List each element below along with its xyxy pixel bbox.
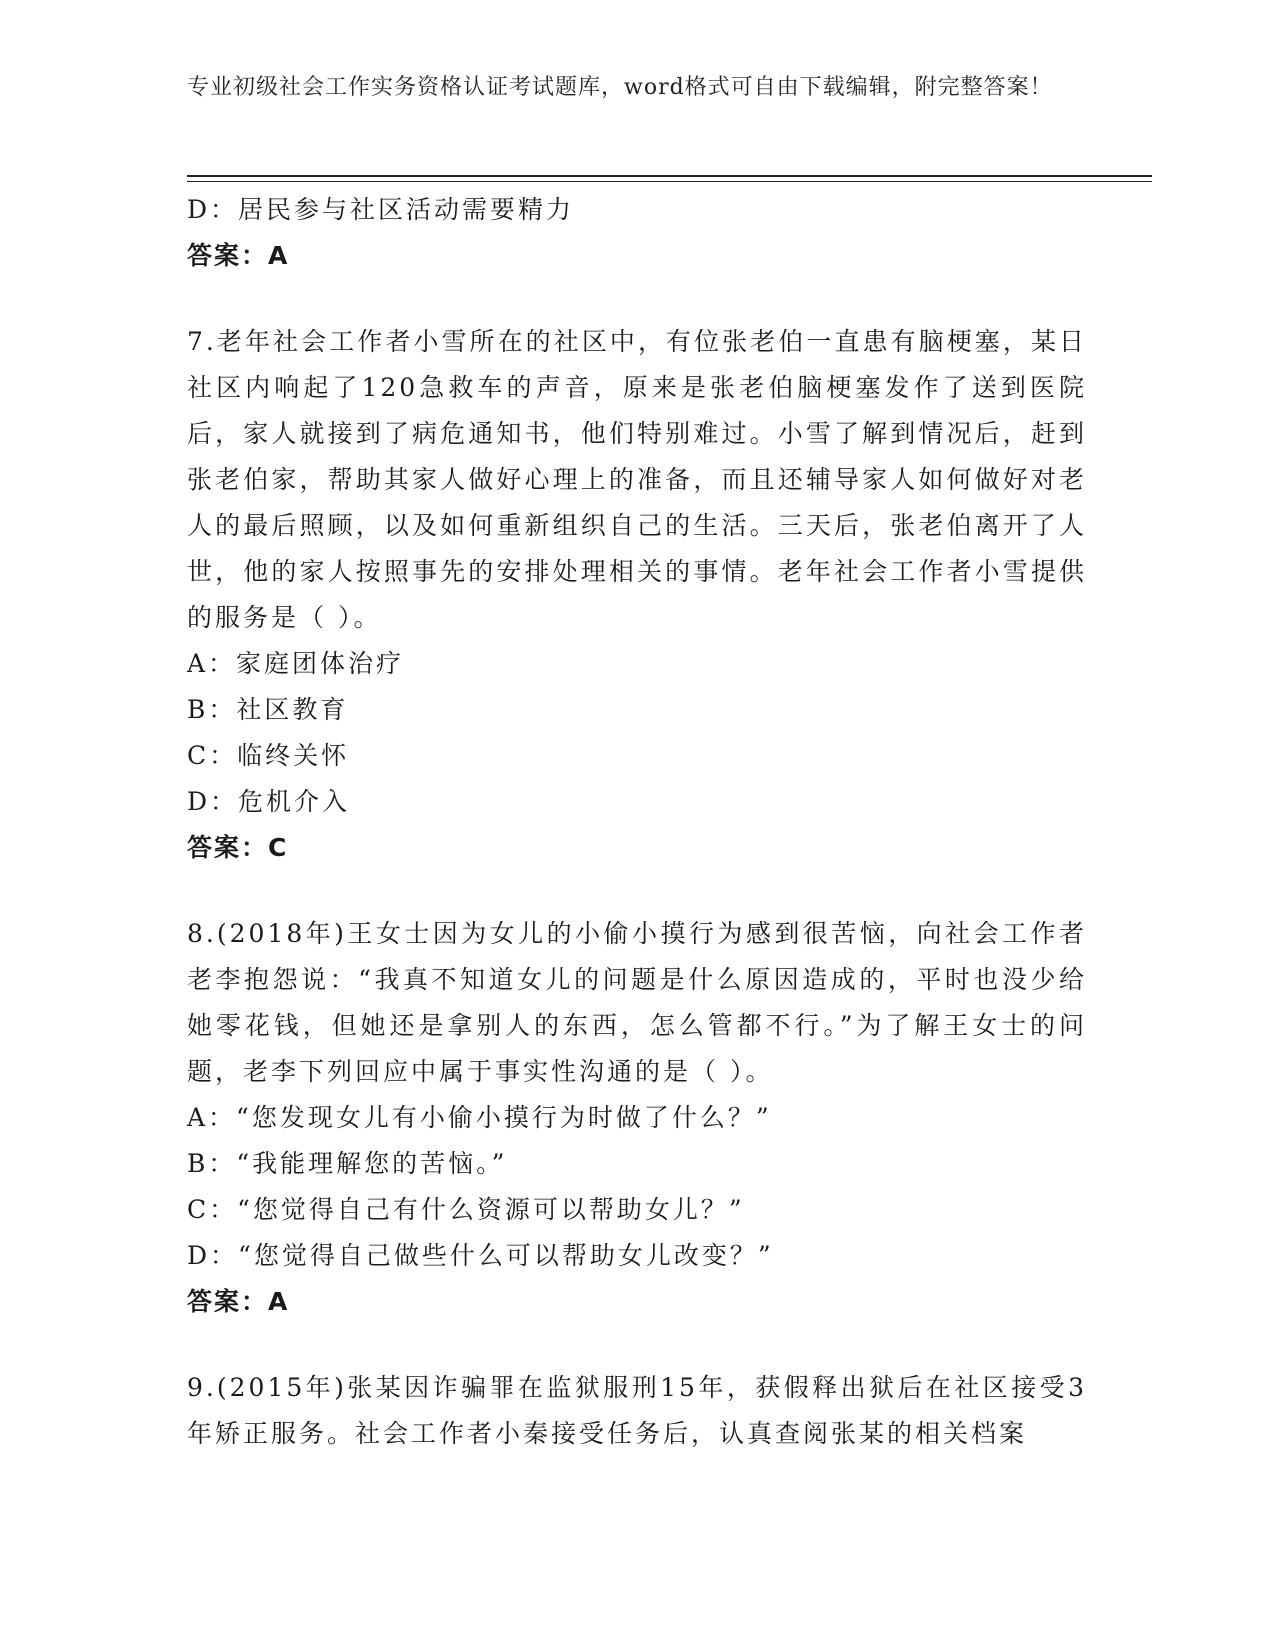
q6-option-d: D：居民参与社区活动需要精力: [187, 195, 575, 224]
question-9: [187, 1365, 1087, 1457]
q8-answer: 答案：A: [187, 1287, 290, 1316]
q7-answer: 答案：C: [187, 833, 289, 862]
q7-option-d: D：危机介入: [187, 787, 351, 816]
spacer: [187, 871, 1087, 911]
q7-stem: 7.老年社会工作者小雪所在的社区中，有位张老伯一直患有脑梗塞，某日社区内响起了120急救车的声音，原来是张老伯脑梗塞发作了送到医院后，家人就接到了病危通知书，他们特别难过。小雪了解到情况后，赶到张老伯家，帮助其家人做好心理上的准备，而且还辅导家人如何做好对老人的最后照顾，以及如何重新组织自己的生活。三天后，张老伯离开了人世，他的家人按照事先的安排处理相关的事情。老年社会工作者小雪提供的服务是（ ）。: [187, 327, 1087, 632]
q7-option-c: C：临终关怀: [187, 741, 350, 770]
spacer: [187, 1325, 1087, 1365]
page-header: 专业初级社会工作实务资格认证考试题库，word格式可自由下载编辑，附完整答案！: [187, 75, 1053, 100]
q8-option-a: A：“您发现女儿有小偷小摸行为时做了什么？”: [187, 1103, 772, 1132]
question-7: [187, 319, 1087, 871]
q6-answer: 答案：A: [187, 241, 290, 270]
q8-option-b: B：“我能理解您的苦恼。”: [187, 1149, 508, 1178]
q8-stem: 8.(2018年)王女士因为女儿的小偷小摸行为感到很苦恼，向社会工作者老李抱怨说：“我真不知道女儿的问题是什么原因造成的，平时也没少给她零花钱，但她还是拿别人的东西，怎么管都不行。”为了解王女士的问题，老李下列回应中属于事实性沟通的是（ ）。: [187, 919, 1087, 1086]
q7-option-a: A：家庭团体治疗: [187, 649, 405, 678]
header-divider-thin: [187, 181, 1152, 182]
question-content: [187, 187, 1087, 1457]
q7-option-b: B：社区教育: [187, 695, 349, 724]
question-8: [187, 911, 1087, 1325]
q8-option-d: D：“您觉得自己做些什么可以帮助女儿改变？”: [187, 1241, 774, 1270]
header-divider-thick: [187, 175, 1152, 177]
q9-stem: 9.(2015年)张某因诈骗罪在监狱服刑15年，获假释出狱后在社区接受3年矫正服务。社会工作者小秦接受任务后，认真查阅张某的相关档案: [187, 1373, 1087, 1448]
q8-option-c: C：“您觉得自己有什么资源可以帮助女儿？”: [187, 1195, 745, 1224]
spacer: [187, 279, 1087, 319]
